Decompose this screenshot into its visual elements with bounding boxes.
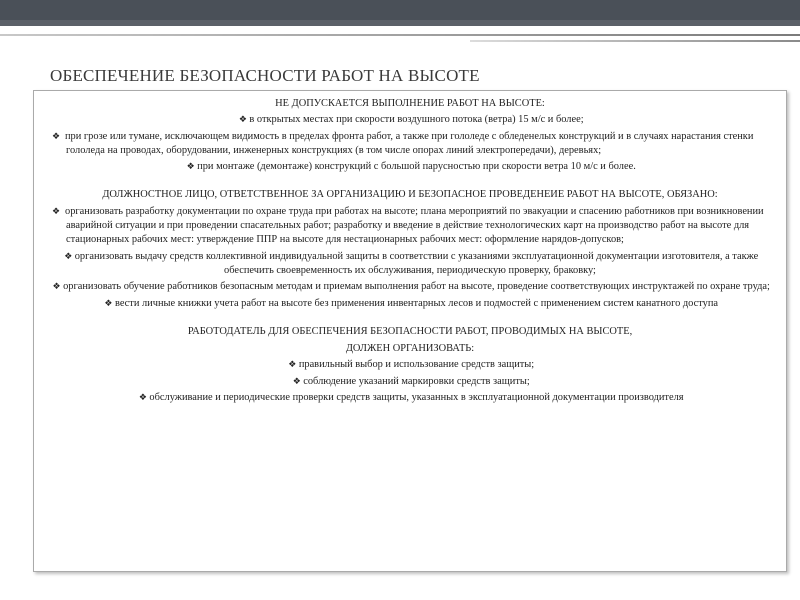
header-rule [0,34,800,36]
list-item: ❖ организовать обучение работников безопасным методам и приемам выполнения работ на высоте, проведение соответствующих инструктажей по охране труда; [48,280,772,294]
header-rule-short [470,40,800,42]
diamond-bullet-icon: ❖ [138,393,147,404]
section-heading: НЕ ДОПУСКАЕТСЯ ВЫПОЛНЕНИЕ РАБОТ НА ВЫСОТЕ: [275,98,545,109]
list-item: ❖ обслуживание и периодические проверки средств защиты, указанных в эксплуатационной документации производителя [48,391,772,405]
content-box [33,90,787,572]
diamond-bullet-icon: ❖ [104,298,113,309]
diamond-bullet-icon: ❖ [288,360,297,371]
slide-title: ОБЕСПЕЧЕНИЕ БЕЗОПАСНОСТИ РАБОТ НА ВЫСОТЕ [50,66,480,85]
section-heading: ДОЛЖНОСТНОЕ ЛИЦО, ОТВЕТСТВЕННОЕ ЗА ОРГАНИЗАЦИЮ И БЕЗОПАСНОЕ ПРОВЕДЕНЕИЕ РАБОТ НА ВЫСОТЕ, ОБЯЗАНО: [102,189,718,201]
list-item: ❖ вести личные книжки учета работ на высоте без применения инвентарных лесов и подмостей с применением систем канатного доступа [48,297,772,311]
list-item: ❖ при грозе или тумане, исключающем видимость в пределах фронта работ, а также при гололеде с обледенелых конструкций и в случаях нарастания стенки гололеда на проводах, оборудовании, инженерных конструкциях (в том числе опорах линий электропередачи), деревьях; [52,130,754,156]
section-heading-continued: ДОЛЖЕН ОРГАНИЗОВАТЬ: [345,343,475,355]
list-item: ❖ при монтаже (демонтаже) конструкций с большой парусностью при скорости ветра 10 м/с и более. [48,160,772,174]
list-item: ❖ организовать выдачу средств коллективной индивидуальной защиты в соответствии с указаниями эксплуатационной документации изготовителя, а также обеспечить своевременность их обслуживания, периодическую проверку, браковку; [48,250,772,279]
diamond-bullet-icon: ❖ [52,206,61,217]
top-bar-accent [0,20,800,26]
diamond-bullet-icon: ❖ [52,131,61,142]
section-heading: РАБОТОДАТЕЛЬ ДЛЯ ОБЕСПЕЧЕНИЯ БЕЗОПАСНОСТИ РАБОТ, ПРОВОДИМЫХ НА ВЫСОТЕ, [187,325,633,337]
diamond-bullet-icon: ❖ [238,115,247,126]
diamond-bullet-icon: ❖ [292,376,301,387]
top-bar [0,0,800,26]
list-item: ❖ соблюдение указаний маркировки средств защиты; [48,375,772,389]
diamond-bullet-icon: ❖ [64,251,73,262]
list-item: ❖ в открытых местах при скорости воздушного потока (ветра) 15 м/с и более; [48,113,772,127]
list-item: ❖ организовать разработку документации по охране труда при работах на высоте; плана мероприятий по эвакуации и спасению работников при возникновении аварийной ситуации и при проведении спасательных работ; разработку и введение в действие технологических карт на производство работ на высоте для стационарных рабочих мест: утверждение ППР на высоте для нестационарных рабочих мест: оформление нарядов-допусков; [52,205,764,246]
list-item: ❖ правильный выбор и использование средств защиты; [48,358,772,372]
diamond-bullet-icon: ❖ [52,282,61,293]
diamond-bullet-icon: ❖ [186,162,195,173]
